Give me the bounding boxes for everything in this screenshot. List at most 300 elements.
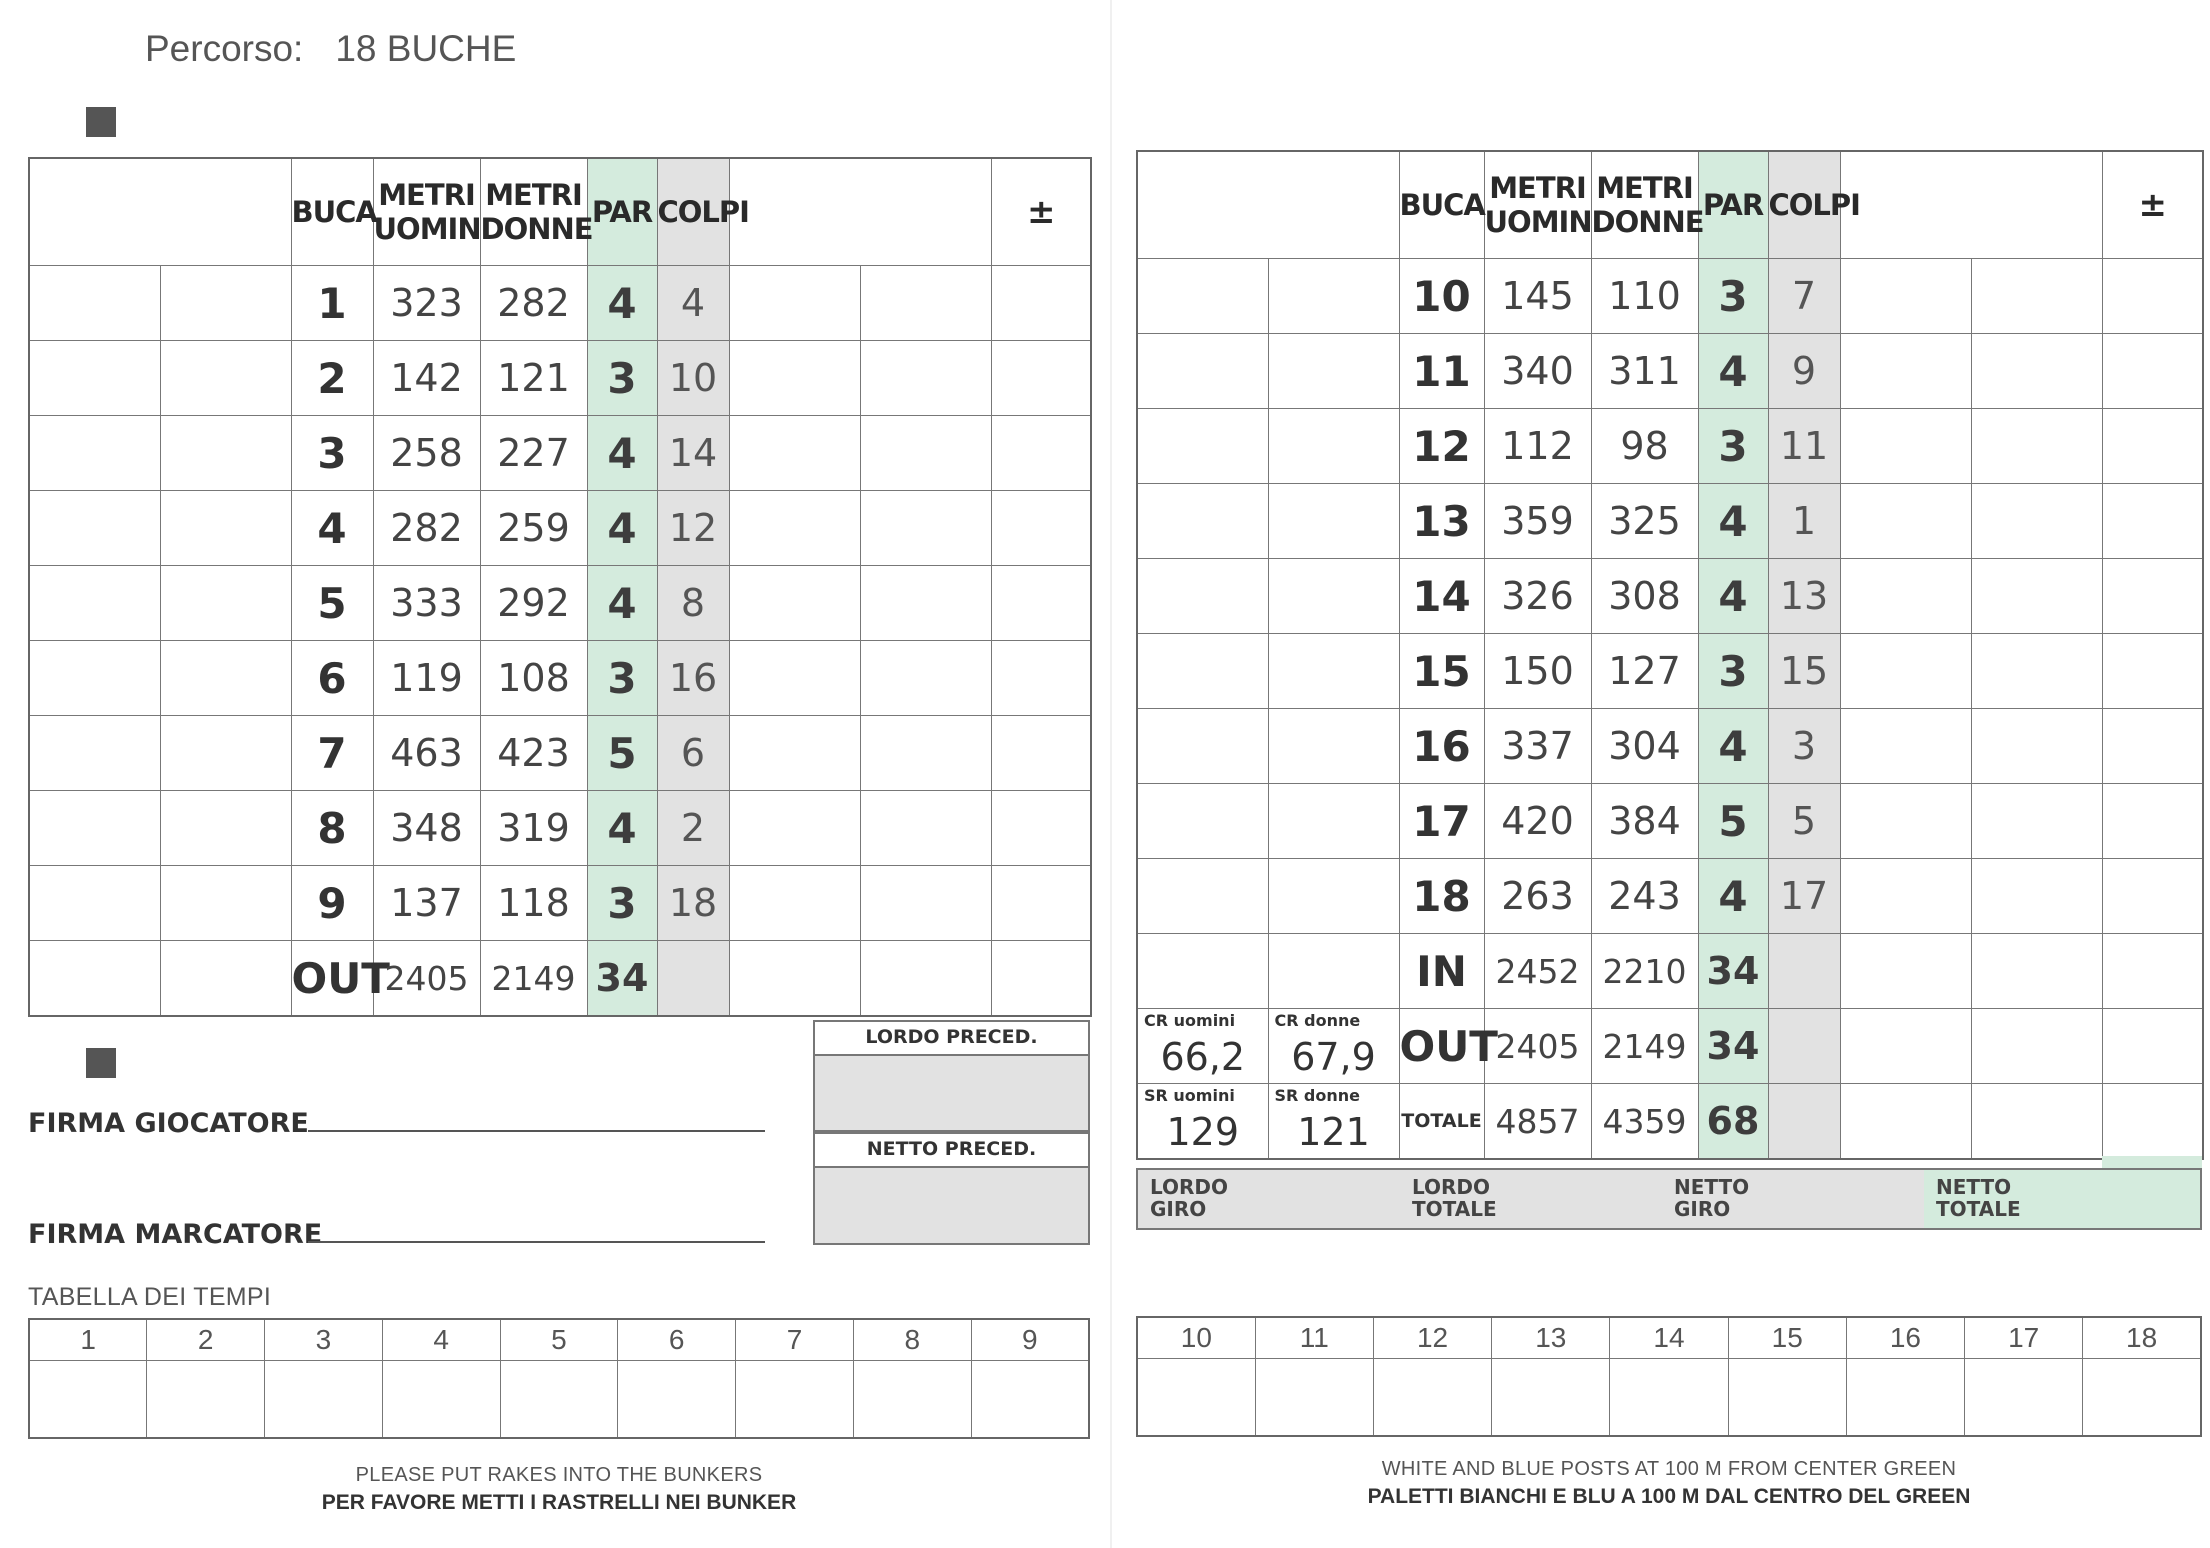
men-meters: 142 — [373, 341, 480, 416]
time-entry-cell[interactable] — [1846, 1359, 1964, 1437]
score-cell[interactable] — [991, 716, 1091, 791]
score-cell[interactable] — [1971, 634, 2102, 709]
score-cell[interactable] — [991, 266, 1091, 341]
score-cell[interactable] — [1840, 784, 1971, 859]
score-cell[interactable] — [1840, 559, 1971, 634]
back-out-men-meters: 2405 — [1484, 1009, 1591, 1084]
score-cell[interactable] — [29, 866, 160, 941]
women-meters: 319 — [480, 791, 587, 866]
footer-right-english: WHITE AND BLUE POSTS AT 100 M FROM CENTER GREEN — [1381, 1458, 1957, 1480]
score-cell[interactable] — [2102, 259, 2203, 334]
hole-number: 18 — [1399, 859, 1484, 934]
in-par: 34 — [1698, 934, 1768, 1009]
score-cell[interactable] — [1840, 1084, 1971, 1160]
cr-men-value: 66,2 — [1160, 1035, 1246, 1079]
total-par: 68 — [1698, 1084, 1768, 1160]
times-hole-number: 15 — [1728, 1317, 1846, 1359]
netto-totale-label: NETTO TOTALE — [1936, 1175, 2021, 1221]
women-meters-header: METRI DONNE — [1591, 151, 1698, 259]
stroke-index: 15 — [1768, 634, 1840, 709]
score-cell[interactable] — [1840, 934, 1971, 1009]
marker-signature-label: FIRMA MARCATORE — [28, 1219, 323, 1250]
score-cell[interactable] — [160, 941, 291, 1017]
times-hole-number: 10 — [1137, 1317, 1255, 1359]
stroke-index: 2 — [657, 791, 729, 866]
par-value: 3 — [1698, 259, 1768, 334]
times-table-back — [1136, 1316, 2202, 1437]
score-cell[interactable] — [1137, 334, 1268, 409]
time-entry-cell[interactable] — [1965, 1359, 2083, 1437]
men-meters-header: METRI UOMINI — [1484, 151, 1591, 259]
score-cell[interactable] — [729, 491, 860, 566]
hole-number: 2 — [291, 341, 373, 416]
score-cell[interactable] — [1971, 259, 2102, 334]
score-cell[interactable] — [860, 941, 991, 1017]
total-label: TOTALE — [1399, 1084, 1484, 1160]
time-entry-cell[interactable] — [1137, 1359, 1255, 1437]
hole-number: 6 — [291, 641, 373, 716]
hole-number: 17 — [1399, 784, 1484, 859]
score-cell[interactable] — [1137, 784, 1268, 859]
sr-women-label: SR donne — [1274, 1086, 1360, 1105]
stroke-index: 7 — [1768, 259, 1840, 334]
stroke-index: 14 — [657, 416, 729, 491]
front-out-row — [29, 941, 1091, 1017]
score-cell[interactable] — [1268, 709, 1399, 784]
par-value: 4 — [587, 791, 657, 866]
marker-square-top — [86, 107, 116, 137]
score-cell[interactable] — [1137, 559, 1268, 634]
score-cell[interactable] — [1971, 409, 2102, 484]
times-front-entries — [29, 1361, 1089, 1439]
score-cell[interactable] — [860, 266, 991, 341]
cr-men-label: CR uomini — [1144, 1011, 1236, 1030]
front-hole-row — [29, 416, 1091, 491]
front-hole-row — [29, 491, 1091, 566]
total-strokes-cell — [1768, 1084, 1840, 1160]
score-cell[interactable] — [1971, 559, 2102, 634]
score-cell[interactable] — [991, 491, 1091, 566]
par-header: PAR — [1698, 151, 1768, 259]
time-entry-cell[interactable] — [2083, 1359, 2201, 1437]
times-hole-number: 6 — [618, 1319, 736, 1361]
score-cell[interactable] — [29, 416, 160, 491]
score-cell[interactable] — [860, 791, 991, 866]
score-cell[interactable] — [160, 716, 291, 791]
times-hole-number: 8 — [853, 1319, 971, 1361]
score-cell[interactable] — [729, 566, 860, 641]
times-hole-number: 3 — [265, 1319, 383, 1361]
score-cell[interactable] — [160, 341, 291, 416]
score-cell[interactable] — [991, 791, 1091, 866]
score-cell[interactable] — [2102, 334, 2203, 409]
par-value: 3 — [1698, 634, 1768, 709]
score-cell[interactable] — [1137, 409, 1268, 484]
score-cell[interactable] — [1268, 484, 1399, 559]
stroke-index: 12 — [657, 491, 729, 566]
score-cell[interactable] — [991, 416, 1091, 491]
time-entry-cell[interactable] — [29, 1361, 147, 1439]
score-cell[interactable] — [160, 266, 291, 341]
score-cell[interactable] — [29, 716, 160, 791]
par-header: PAR — [587, 158, 657, 266]
score-cell[interactable] — [2102, 484, 2203, 559]
strokes-header: COLPI — [1768, 151, 1840, 259]
women-meters: 292 — [480, 566, 587, 641]
netto-totale-box[interactable] — [1924, 1170, 2200, 1228]
par-value: 5 — [1698, 784, 1768, 859]
course-value: 18 BUCHE — [335, 28, 517, 69]
lordo-totale-label: LORDO TOTALE — [1412, 1175, 1497, 1221]
time-entry-cell[interactable] — [147, 1361, 265, 1439]
men-meters: 326 — [1484, 559, 1591, 634]
in-men-meters: 2452 — [1484, 934, 1591, 1009]
score-cell[interactable] — [2102, 409, 2203, 484]
score-cell[interactable] — [1840, 859, 1971, 934]
time-entry-cell[interactable] — [1610, 1359, 1728, 1437]
out-label: OUT — [291, 941, 373, 1017]
time-entry-cell[interactable] — [1373, 1359, 1491, 1437]
out-men-meters: 2405 — [373, 941, 480, 1017]
women-meters: 243 — [1591, 859, 1698, 934]
men-meters: 282 — [373, 491, 480, 566]
hole-number: 16 — [1399, 709, 1484, 784]
stroke-index: 9 — [1768, 334, 1840, 409]
score-cell[interactable] — [2102, 1009, 2203, 1084]
stroke-index: 13 — [1768, 559, 1840, 634]
times-hole-number: 9 — [971, 1319, 1089, 1361]
score-cell[interactable] — [729, 791, 860, 866]
stroke-index: 4 — [657, 266, 729, 341]
hole-number: 8 — [291, 791, 373, 866]
time-entry-cell[interactable] — [1492, 1359, 1610, 1437]
stroke-index: 5 — [1768, 784, 1840, 859]
par-value: 3 — [1698, 409, 1768, 484]
front-hole-row — [29, 341, 1091, 416]
hole-number: 5 — [291, 566, 373, 641]
course-title — [145, 28, 516, 70]
score-cell[interactable] — [29, 791, 160, 866]
score-cell[interactable] — [860, 716, 991, 791]
stroke-index: 6 — [657, 716, 729, 791]
time-entry-cell[interactable] — [382, 1361, 500, 1439]
hole-number: 4 — [291, 491, 373, 566]
course-label: Percorso: — [145, 28, 304, 69]
par-value: 4 — [1698, 859, 1768, 934]
men-meters: 150 — [1484, 634, 1591, 709]
front-nine-scorecard — [28, 157, 1092, 1017]
score-cell[interactable] — [2102, 784, 2203, 859]
women-meters: 282 — [480, 266, 587, 341]
men-meters: 137 — [373, 866, 480, 941]
back-out-row — [1137, 1009, 2203, 1084]
footer-right-italian: PALETTI BIANCHI E BLU A 100 M DAL CENTRO DEL GREEN — [1367, 1485, 1971, 1508]
men-meters: 463 — [373, 716, 480, 791]
out-strokes-cell — [657, 941, 729, 1017]
netto-giro-box[interactable] — [1662, 1170, 1926, 1228]
lordo-totale-box[interactable] — [1400, 1170, 1664, 1228]
par-value: 4 — [587, 416, 657, 491]
score-cell[interactable] — [160, 416, 291, 491]
stroke-index: 1 — [1768, 484, 1840, 559]
par-value: 3 — [587, 866, 657, 941]
score-cell[interactable] — [1268, 784, 1399, 859]
score-cell[interactable] — [1971, 484, 2102, 559]
score-cell[interactable] — [1840, 709, 1971, 784]
cr-men-cell — [1137, 1009, 1268, 1084]
score-cell[interactable] — [29, 266, 160, 341]
score-cell[interactable] — [2102, 559, 2203, 634]
score-cell[interactable] — [29, 941, 160, 1017]
back-total-row — [1137, 1084, 2203, 1160]
women-meters: 121 — [480, 341, 587, 416]
men-meters: 359 — [1484, 484, 1591, 559]
score-cell[interactable] — [1840, 1009, 1971, 1084]
men-meters: 112 — [1484, 409, 1591, 484]
score-cell[interactable] — [1268, 334, 1399, 409]
hole-number: 9 — [291, 866, 373, 941]
back-header-blank-right — [1840, 151, 2102, 259]
front-header-blank — [29, 158, 291, 266]
score-cell[interactable] — [1971, 934, 2102, 1009]
back-hole-row — [1137, 634, 2203, 709]
women-meters: 423 — [480, 716, 587, 791]
score-cell[interactable] — [29, 491, 160, 566]
score-cell[interactable] — [1268, 409, 1399, 484]
men-meters: 348 — [373, 791, 480, 866]
sr-women-cell — [1268, 1084, 1399, 1160]
hole-number: 12 — [1399, 409, 1484, 484]
score-cell[interactable] — [1840, 334, 1971, 409]
score-cell[interactable] — [29, 641, 160, 716]
strokes-header: COLPI — [657, 158, 729, 266]
score-cell[interactable] — [860, 866, 991, 941]
back-hole-row — [1137, 334, 2203, 409]
score-cell[interactable] — [1268, 634, 1399, 709]
front-hole-row — [29, 641, 1091, 716]
score-cell[interactable] — [729, 866, 860, 941]
time-entry-cell[interactable] — [618, 1361, 736, 1439]
score-cell[interactable] — [1137, 709, 1268, 784]
score-cell[interactable] — [860, 641, 991, 716]
sr-women-value: 121 — [1297, 1110, 1370, 1154]
times-table-front — [28, 1318, 1090, 1439]
times-back-header — [1137, 1317, 2201, 1359]
score-cell[interactable] — [860, 341, 991, 416]
women-meters: 118 — [480, 866, 587, 941]
score-cell[interactable] — [991, 566, 1091, 641]
stroke-index: 8 — [657, 566, 729, 641]
score-cell[interactable] — [1268, 559, 1399, 634]
marker-square-bottom — [86, 1048, 116, 1078]
hole-header: BUCA — [1399, 151, 1484, 259]
hole-number: 1 — [291, 266, 373, 341]
back-hole-row — [1137, 784, 2203, 859]
round-summary-bar — [1136, 1168, 2202, 1230]
score-cell[interactable] — [1971, 1009, 2102, 1084]
score-cell[interactable] — [2102, 1084, 2203, 1160]
times-hole-number: 16 — [1846, 1317, 1964, 1359]
men-meters: 333 — [373, 566, 480, 641]
footer-right — [1136, 1458, 2202, 1509]
score-cell[interactable] — [1268, 259, 1399, 334]
score-cell[interactable] — [1971, 784, 2102, 859]
score-cell[interactable] — [2102, 709, 2203, 784]
back-hole-row — [1137, 859, 2203, 934]
score-cell[interactable] — [160, 491, 291, 566]
score-cell[interactable] — [2102, 859, 2203, 934]
score-cell[interactable] — [1971, 709, 2102, 784]
score-cell[interactable] — [160, 641, 291, 716]
men-meters-header: METRI UOMINI — [373, 158, 480, 266]
times-hole-number: 1 — [29, 1319, 147, 1361]
score-cell[interactable] — [2102, 934, 2203, 1009]
women-meters: 259 — [480, 491, 587, 566]
score-cell[interactable] — [29, 566, 160, 641]
score-cell[interactable] — [729, 941, 860, 1017]
score-cell[interactable] — [160, 866, 291, 941]
back-out-par: 34 — [1698, 1009, 1768, 1084]
women-meters: 308 — [1591, 559, 1698, 634]
time-entry-cell[interactable] — [736, 1361, 854, 1439]
times-back-entries — [1137, 1359, 2201, 1437]
score-cell[interactable] — [1268, 859, 1399, 934]
score-cell[interactable] — [729, 341, 860, 416]
total-women-meters: 4359 — [1591, 1084, 1698, 1160]
stroke-index: 18 — [657, 866, 729, 941]
men-meters: 420 — [1484, 784, 1591, 859]
men-meters: 263 — [1484, 859, 1591, 934]
plusminus-header: ± — [991, 158, 1091, 266]
score-cell[interactable] — [991, 866, 1091, 941]
time-entry-cell[interactable] — [500, 1361, 618, 1439]
time-entry-cell[interactable] — [853, 1361, 971, 1439]
par-value: 5 — [587, 716, 657, 791]
time-entry-cell[interactable] — [1728, 1359, 1846, 1437]
footer-left-italian: PER FAVORE METTI I RASTRELLI NEI BUNKER — [321, 1491, 797, 1514]
back-out-women-meters: 2149 — [1591, 1009, 1698, 1084]
out-par: 34 — [587, 941, 657, 1017]
score-cell[interactable] — [1840, 259, 1971, 334]
front-header-row — [29, 158, 1091, 266]
score-cell[interactable] — [160, 566, 291, 641]
stroke-index: 11 — [1768, 409, 1840, 484]
par-value: 4 — [587, 266, 657, 341]
front-hole-row — [29, 716, 1091, 791]
marker-signature-line[interactable] — [308, 1241, 765, 1243]
player-signature-line[interactable] — [308, 1130, 765, 1132]
times-hole-number: 12 — [1373, 1317, 1491, 1359]
par-value: 4 — [1698, 709, 1768, 784]
men-meters: 119 — [373, 641, 480, 716]
times-table-title: TABELLA DEI TEMPI — [28, 1283, 272, 1311]
back-out-label: OUT — [1399, 1009, 1484, 1084]
times-hole-number: 13 — [1492, 1317, 1610, 1359]
lordo-preced-box[interactable] — [813, 1054, 1090, 1132]
score-cell[interactable] — [29, 341, 160, 416]
sr-men-cell — [1137, 1084, 1268, 1160]
par-value: 4 — [1698, 334, 1768, 409]
women-meters: 311 — [1591, 334, 1698, 409]
time-entry-cell[interactable] — [1255, 1359, 1373, 1437]
hole-number: 3 — [291, 416, 373, 491]
women-meters: 325 — [1591, 484, 1698, 559]
times-hole-number: 2 — [147, 1319, 265, 1361]
score-cell[interactable] — [991, 641, 1091, 716]
score-cell[interactable] — [1840, 409, 1971, 484]
stroke-index: 10 — [657, 341, 729, 416]
score-cell[interactable] — [729, 641, 860, 716]
score-cell[interactable] — [1137, 634, 1268, 709]
par-value: 4 — [587, 566, 657, 641]
score-cell[interactable] — [860, 491, 991, 566]
score-cell[interactable] — [1137, 859, 1268, 934]
score-cell[interactable] — [2102, 634, 2203, 709]
in-label: IN — [1399, 934, 1484, 1009]
time-entry-cell[interactable] — [265, 1361, 383, 1439]
score-cell[interactable] — [860, 566, 991, 641]
men-meters: 337 — [1484, 709, 1591, 784]
women-meters: 227 — [480, 416, 587, 491]
plusminus-header: ± — [2102, 151, 2203, 259]
back-in-row — [1137, 934, 2203, 1009]
score-cell[interactable] — [991, 341, 1091, 416]
score-cell[interactable] — [1971, 859, 2102, 934]
times-hole-number: 5 — [500, 1319, 618, 1361]
footer-left — [28, 1464, 1090, 1515]
times-front-header — [29, 1319, 1089, 1361]
score-cell[interactable] — [1137, 934, 1268, 1009]
back-out-strokes-cell — [1768, 1009, 1840, 1084]
women-meters: 98 — [1591, 409, 1698, 484]
par-value: 3 — [587, 341, 657, 416]
score-cell[interactable] — [1137, 484, 1268, 559]
sr-men-value: 129 — [1166, 1110, 1240, 1154]
stroke-index: 17 — [1768, 859, 1840, 934]
lordo-giro-box[interactable] — [1138, 1170, 1402, 1228]
sr-men-label: SR uomini — [1144, 1086, 1235, 1105]
front-hole-row — [29, 866, 1091, 941]
men-meters: 145 — [1484, 259, 1591, 334]
score-cell[interactable] — [1840, 484, 1971, 559]
score-cell[interactable] — [160, 791, 291, 866]
score-cell[interactable] — [1840, 634, 1971, 709]
stroke-index: 16 — [657, 641, 729, 716]
hole-number: 15 — [1399, 634, 1484, 709]
back-header-blank — [1137, 151, 1399, 259]
footer-left-english: PLEASE PUT RAKES INTO THE BUNKERS — [355, 1464, 763, 1486]
back-hole-row — [1137, 409, 2203, 484]
out-women-meters: 2149 — [480, 941, 587, 1017]
men-meters: 340 — [1484, 334, 1591, 409]
time-entry-cell[interactable] — [971, 1361, 1089, 1439]
par-value: 4 — [1698, 559, 1768, 634]
score-cell[interactable] — [729, 266, 860, 341]
score-cell[interactable] — [1137, 259, 1268, 334]
netto-preced-header: NETTO PRECED. — [813, 1132, 1090, 1168]
score-cell[interactable] — [729, 416, 860, 491]
score-cell[interactable] — [991, 941, 1091, 1017]
total-men-meters: 4857 — [1484, 1084, 1591, 1160]
score-cell[interactable] — [1268, 934, 1399, 1009]
score-cell[interactable] — [1971, 1084, 2102, 1160]
score-cell[interactable] — [860, 416, 991, 491]
score-cell[interactable] — [729, 716, 860, 791]
score-cell[interactable] — [1971, 334, 2102, 409]
netto-giro-label: NETTO GIRO — [1674, 1175, 1750, 1221]
netto-preced-box[interactable] — [813, 1166, 1090, 1245]
hole-number: 10 — [1399, 259, 1484, 334]
